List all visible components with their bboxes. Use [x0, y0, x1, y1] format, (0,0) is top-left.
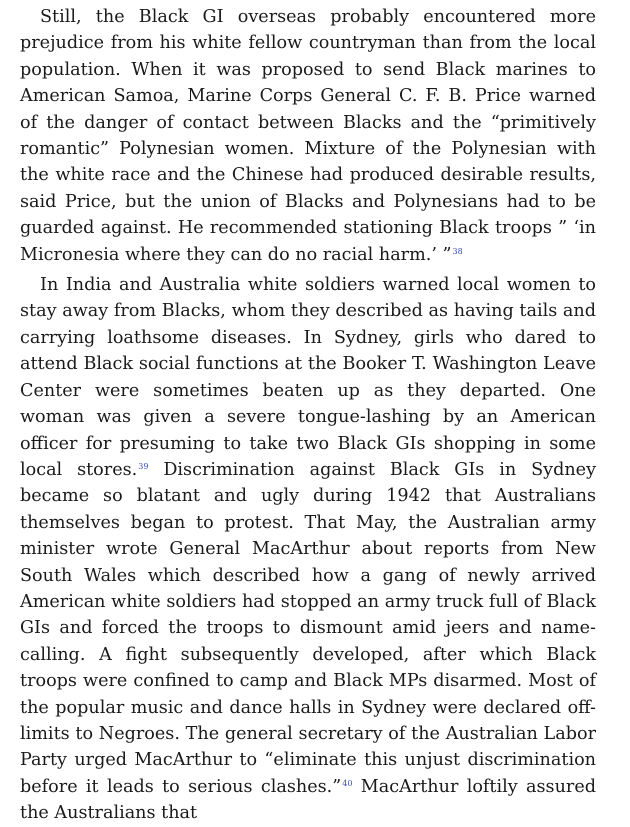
footnote-ref-38[interactable]: 38 — [452, 246, 463, 256]
paragraph-1-text: Still, the Black GI overseas probably encountered more prejudice from his white fellow countryman than from the local population. When it was proposed to send Black marines to American Samoa, Marine Corps General C. F. B. Price warned of the danger of contact between Blacks and the “primitively romantic” Polynesian women. Mixture of the Polynesian with the white race and the Chinese had produced desirable results, said Price, but the union of Blacks and Polynesians had to be guarded against. He recommended stationing Black troops ” ‘in Micronesia where they can do no racial harm.’ ” — [20, 7, 596, 265]
paragraph-1 — [20, 4, 596, 268]
paragraph-2-text-c: MacArthur loftily assured the Australians that — [20, 776, 596, 824]
paragraph-2-text-a: In India and Australia white soldiers warned local women to stay away from Blacks, whom they described as having tails and carrying loathsome diseases. In Sydney, girls who dared to attend Black social functions at the Booker T. Washington Leave Center were sometimes beaten up as they departed. One woman was given a severe tongue-lashing by an American officer for presuming to take two Black GIs shopping in some local stores. — [20, 275, 596, 480]
paragraph-2 — [20, 272, 596, 827]
footnote-ref-40[interactable]: 40 — [342, 778, 353, 788]
document-page — [20, 4, 596, 827]
footnote-ref-39[interactable]: 39 — [138, 461, 149, 471]
paragraph-2-text-b: Discrimination against Black GIs in Sydney became so blatant and ugly during 1942 that Australians themselves began to protest. That May, the Australian army minister wrote General MacArthur about reports from New South Wales which described how a gang of newly arrived American white soldiers had stopped an army truck full of Black GIs and forced the troops to dismount amid jeers and name-calling. A fight subsequently developed, after which Black troops were confined to camp and Black MPs disarmed. Most of the popular music and dance halls in Sydney were declared off-limits to Negroes. The general secretary of the Australian Labor Party urged MacArthur to “eliminate this unjust discrimination before it leads to serious clashes.” — [20, 459, 597, 797]
